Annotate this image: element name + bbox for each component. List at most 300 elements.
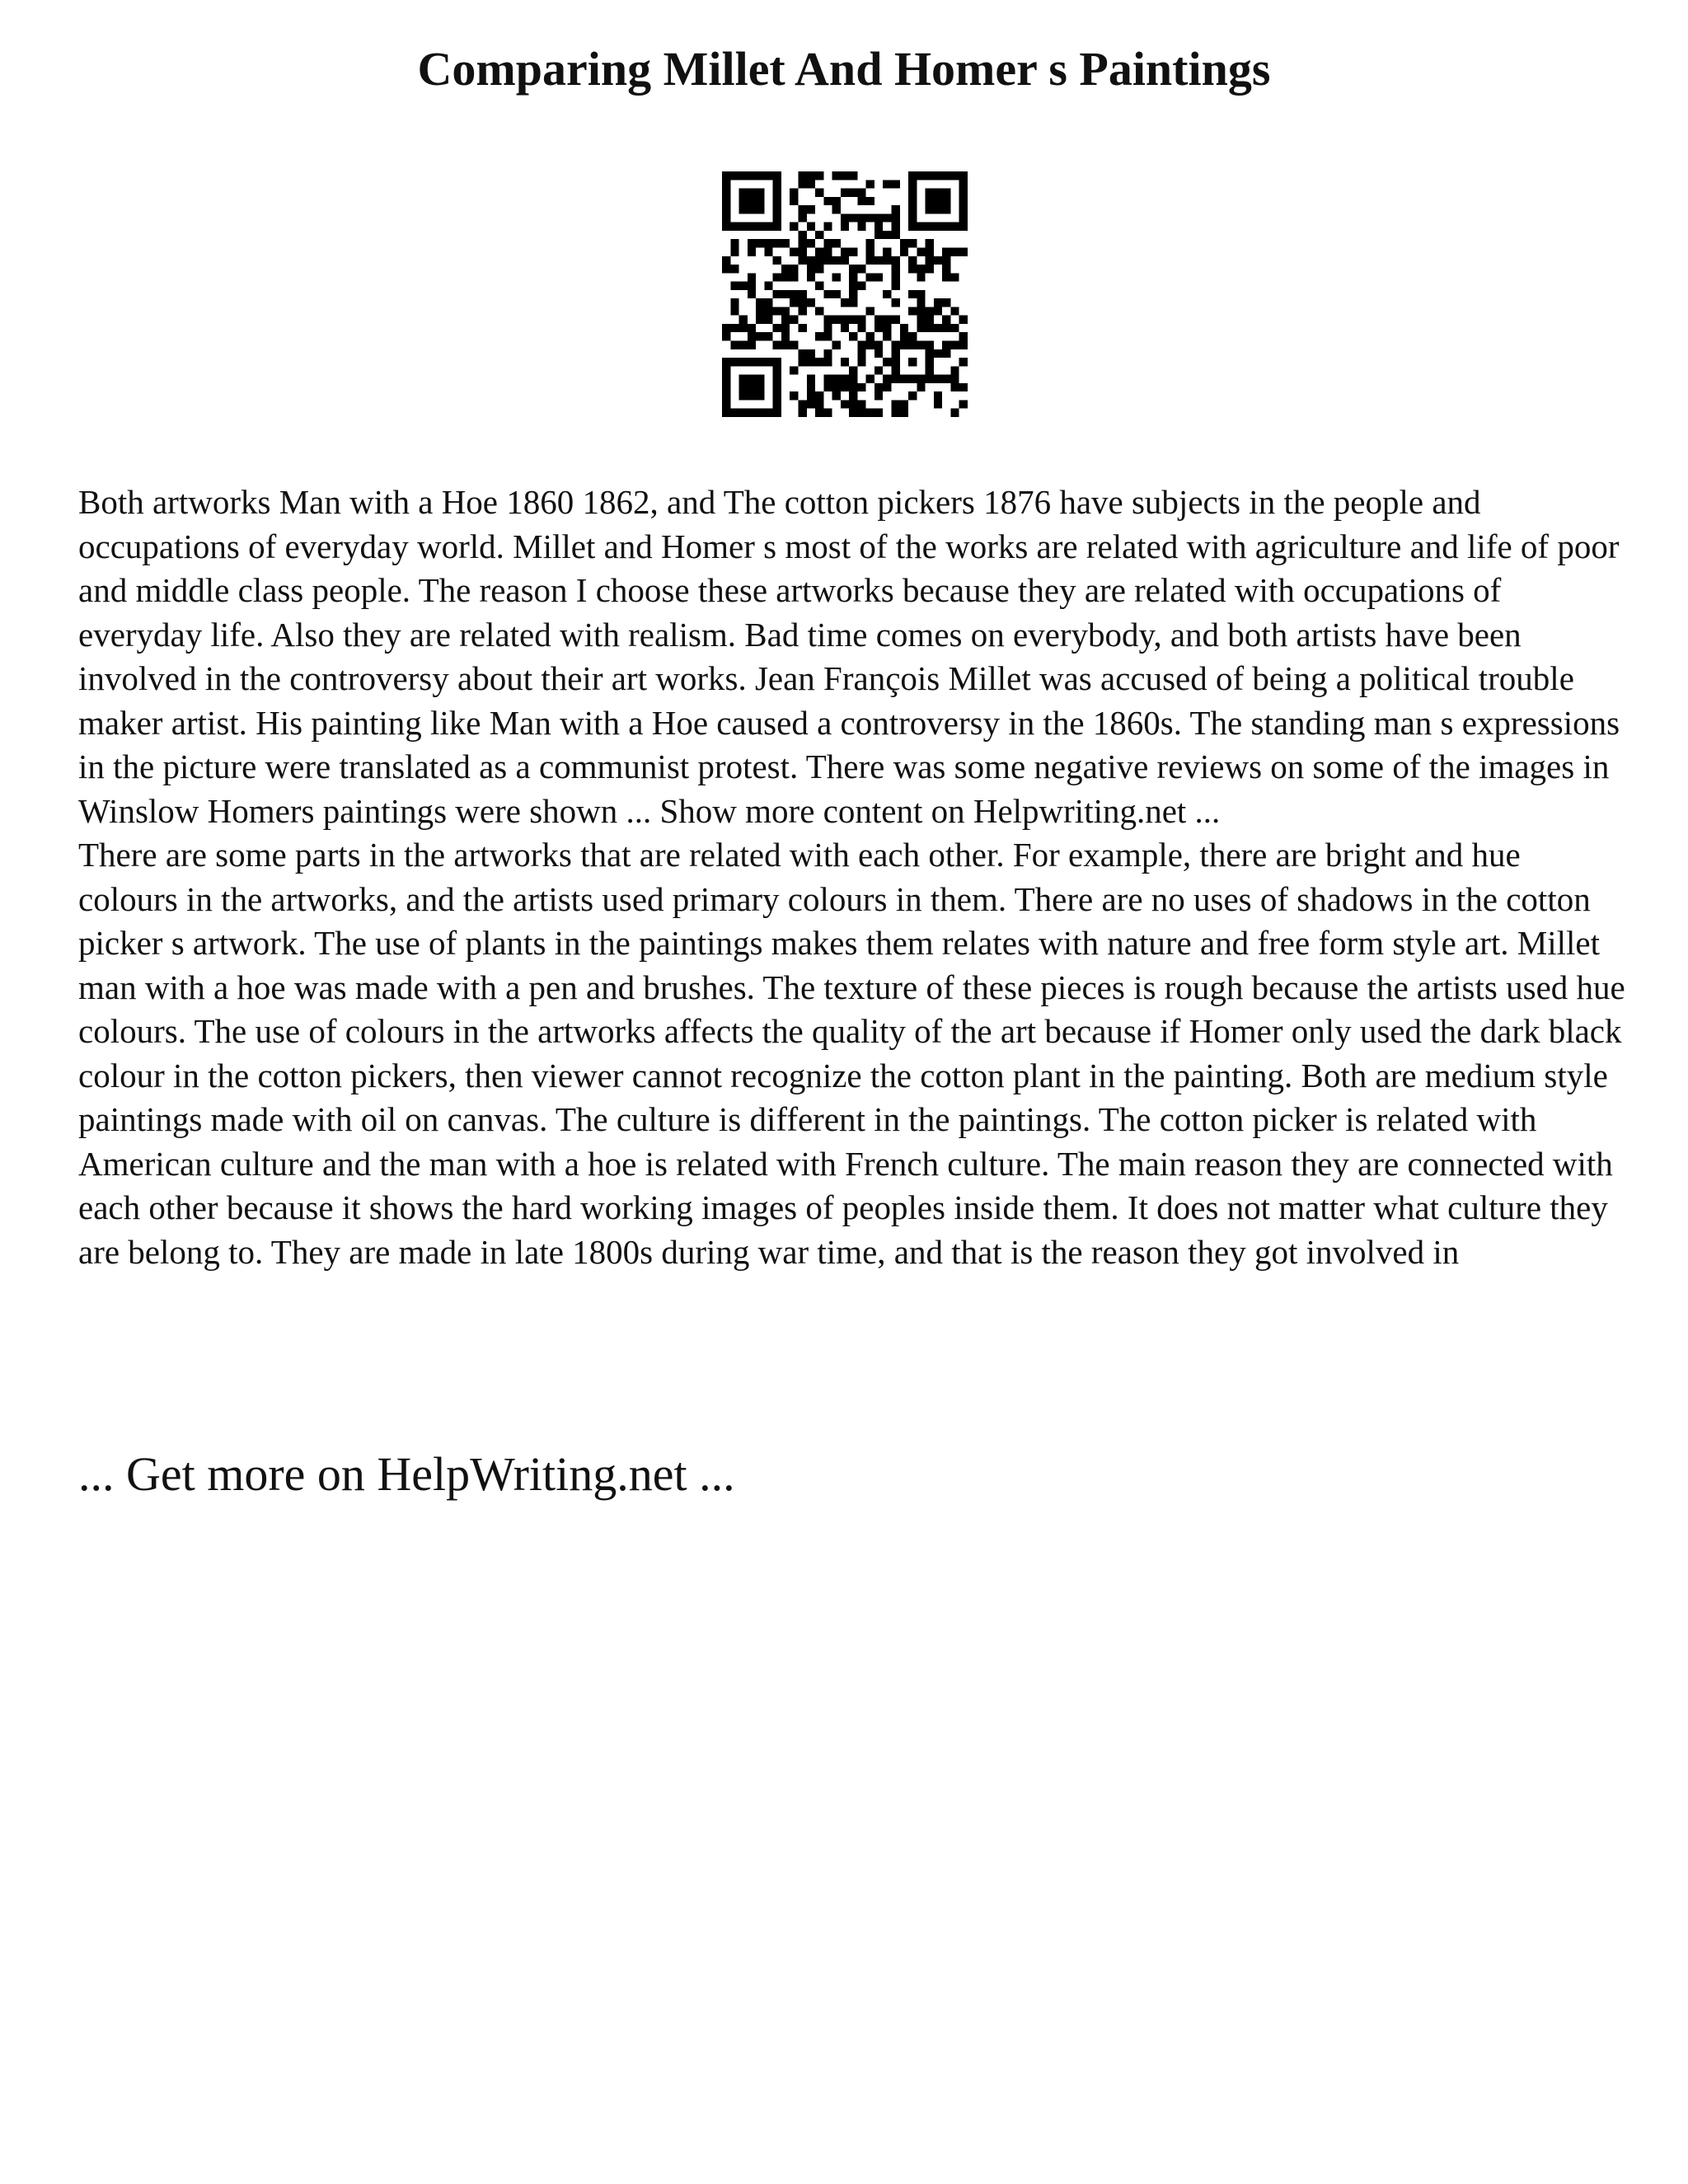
qr-module bbox=[892, 282, 900, 290]
qr-module bbox=[908, 307, 917, 315]
qr-module bbox=[892, 256, 900, 265]
qr-module bbox=[730, 298, 738, 307]
qr-module bbox=[773, 307, 781, 315]
qr-module bbox=[857, 400, 865, 408]
qr-module bbox=[807, 256, 815, 265]
qr-module bbox=[917, 273, 925, 281]
qr-module bbox=[926, 349, 934, 358]
qr-module bbox=[917, 307, 925, 315]
qr-module bbox=[781, 265, 790, 273]
qr-module bbox=[790, 247, 798, 255]
qr-module bbox=[781, 332, 790, 340]
qr-module bbox=[857, 189, 865, 197]
qr-module bbox=[883, 180, 891, 188]
qr-module bbox=[823, 239, 832, 247]
qr-module bbox=[866, 239, 874, 247]
qr-module bbox=[748, 223, 756, 231]
qr-module bbox=[942, 273, 950, 281]
qr-module bbox=[883, 231, 891, 239]
qr-module bbox=[798, 247, 806, 255]
qr-module bbox=[841, 324, 849, 332]
qr-module bbox=[722, 324, 730, 332]
qr-module bbox=[807, 298, 815, 307]
qr-module bbox=[832, 316, 841, 324]
qr-module bbox=[959, 171, 968, 180]
qr-module bbox=[773, 189, 781, 197]
qr-module bbox=[959, 213, 968, 222]
qr-module bbox=[950, 247, 959, 255]
qr-module bbox=[934, 400, 942, 408]
qr-module bbox=[748, 332, 756, 340]
qr-module bbox=[917, 171, 925, 180]
qr-module bbox=[883, 332, 891, 340]
body-paragraph-2: There are some parts in the artworks that are related with each other. For example, there are bright and hue colours in the artworks, and the artists used primary colours in them. There are no uses of shadows in the cotton picker s artwork. The use of plants in the paintings makes them relates with nature and free form style art. Millet man with a hoe was made with a pen and brushes. The texture of these pieces is rough because the artists used hue colours. The use of colours in the artworks affects the quality of the art because if Homer only used the dark black colour in the cotton pickers, then viewer cannot recognize the cotton plant in the painting. Both are medium style paintings made with oil on canvas. The culture is different in the paintings. The cotton picker is related with American culture and the man with a hoe is related with French culture. The main reason they are connected with each other because it shows the hard working images of peoples inside them. It does not matter what culture they are belong to. They are made in late 1800s during war time, and that is the reason they got involved in bbox=[78, 836, 1625, 1271]
qr-module bbox=[866, 409, 874, 417]
qr-module bbox=[950, 324, 959, 332]
qr-module bbox=[849, 383, 857, 391]
document-body bbox=[78, 480, 1628, 1274]
qr-module bbox=[781, 273, 790, 281]
qr-module bbox=[739, 205, 748, 213]
qr-module bbox=[815, 265, 823, 273]
qr-module bbox=[748, 189, 756, 197]
qr-module bbox=[874, 409, 883, 417]
qr-module bbox=[908, 290, 917, 298]
qr-module bbox=[773, 213, 781, 222]
qr-module bbox=[730, 324, 738, 332]
qr-module bbox=[722, 197, 730, 205]
qr-module bbox=[722, 189, 730, 197]
qr-module bbox=[730, 265, 738, 273]
qr-module bbox=[908, 341, 917, 349]
qr-module bbox=[730, 409, 738, 417]
qr-module bbox=[866, 256, 874, 265]
qr-module bbox=[883, 213, 891, 222]
qr-module bbox=[934, 205, 942, 213]
qr-module bbox=[756, 332, 764, 340]
qr-module bbox=[722, 180, 730, 188]
qr-module bbox=[926, 366, 934, 374]
qr-module bbox=[942, 265, 950, 273]
qr-module bbox=[866, 332, 874, 340]
body-paragraph-1: Both artworks Man with a Hoe 1860 1862, and The cotton pickers 1876 have subjects in the people and occupations of everyday world. Millet and Homer s most of the works are related with agriculture and life of poor and middle class people. The reason I choose these artworks because they are related with occupations of everyday life. Also they are related with realism. Bad time comes on everybody, and both artists have been involved in the controversy about their art works. Jean François Millet was accused of being a political trouble maker artist. His painting like Man with a Hoe caused a controversy in the 1860s. The standing man s expressions in the picture were translated as a communist protest. There was some negative reviews on some of the images in Winslow Homers paintings were shown ... Show more content on Helpwriting.net ... bbox=[78, 483, 1620, 830]
qr-module bbox=[773, 366, 781, 374]
qr-module bbox=[739, 171, 748, 180]
qr-module bbox=[764, 171, 772, 180]
qr-module bbox=[959, 205, 968, 213]
qr-module bbox=[764, 332, 772, 340]
qr-module bbox=[892, 213, 900, 222]
qr-module bbox=[959, 341, 968, 349]
qr-module bbox=[773, 273, 781, 281]
qr-module bbox=[892, 375, 900, 383]
qr-module bbox=[866, 307, 874, 315]
qr-module bbox=[883, 358, 891, 366]
qr-module bbox=[942, 298, 950, 307]
qr-module bbox=[874, 316, 883, 324]
qr-module bbox=[798, 205, 806, 213]
qr-module bbox=[874, 391, 883, 400]
qr-module bbox=[748, 409, 756, 417]
qr-module bbox=[942, 247, 950, 255]
qr-module bbox=[764, 298, 772, 307]
qr-module bbox=[773, 375, 781, 383]
qr-module bbox=[739, 282, 748, 290]
qr-module bbox=[849, 375, 857, 383]
qr-module bbox=[756, 189, 764, 197]
get-more-link[interactable]: ... Get more on HelpWriting.net ... bbox=[78, 1447, 735, 1501]
qr-module bbox=[926, 307, 934, 315]
qr-module bbox=[756, 171, 764, 180]
qr-module bbox=[857, 282, 865, 290]
qr-module bbox=[926, 358, 934, 366]
qr-module bbox=[807, 205, 815, 213]
qr-module bbox=[892, 223, 900, 231]
qr-module bbox=[841, 171, 849, 180]
qr-module bbox=[841, 316, 849, 324]
qr-module bbox=[866, 213, 874, 222]
qr-module bbox=[823, 409, 832, 417]
qr-module bbox=[815, 171, 823, 180]
qr-module bbox=[841, 298, 849, 307]
qr-module bbox=[866, 180, 874, 188]
qr-module bbox=[866, 375, 874, 383]
qr-module bbox=[959, 358, 968, 366]
qr-module bbox=[959, 223, 968, 231]
qr-module bbox=[756, 239, 764, 247]
qr-module bbox=[908, 189, 917, 197]
qr-module bbox=[934, 189, 942, 197]
qr-module bbox=[781, 239, 790, 247]
qr-module bbox=[815, 409, 823, 417]
qr-module bbox=[815, 256, 823, 265]
qr-module bbox=[773, 391, 781, 400]
qr-module bbox=[764, 247, 772, 255]
qr-module bbox=[942, 341, 950, 349]
qr-module bbox=[764, 358, 772, 366]
qr-module bbox=[908, 332, 917, 340]
qr-module bbox=[748, 341, 756, 349]
qr-module bbox=[942, 223, 950, 231]
qr-module bbox=[841, 223, 849, 231]
qr-module bbox=[841, 213, 849, 222]
qr-module bbox=[764, 239, 772, 247]
qr-module bbox=[959, 197, 968, 205]
qr-module bbox=[823, 358, 832, 366]
qr-module bbox=[950, 307, 959, 315]
qr-module bbox=[756, 383, 764, 391]
qr-module bbox=[807, 349, 815, 358]
qr-module bbox=[892, 205, 900, 213]
qr-module bbox=[892, 341, 900, 349]
qr-module bbox=[807, 358, 815, 366]
qr-module bbox=[798, 290, 806, 298]
qr-module bbox=[959, 383, 968, 391]
qr-module bbox=[849, 171, 857, 180]
qr-module bbox=[798, 180, 806, 188]
qr-module bbox=[730, 171, 738, 180]
qr-module bbox=[807, 239, 815, 247]
qr-module bbox=[807, 391, 815, 400]
document-title: Comparing Millet And Homer s Paintings bbox=[417, 42, 1271, 96]
qr-module bbox=[815, 391, 823, 400]
qr-module bbox=[926, 189, 934, 197]
qr-module bbox=[790, 265, 798, 273]
qr-module bbox=[942, 189, 950, 197]
qr-module bbox=[883, 290, 891, 298]
qr-module bbox=[934, 171, 942, 180]
qr-module bbox=[815, 358, 823, 366]
qr-module bbox=[773, 197, 781, 205]
qr-module bbox=[892, 349, 900, 358]
qr-module bbox=[900, 332, 908, 340]
qr-module bbox=[942, 375, 950, 383]
qr-module bbox=[908, 239, 917, 247]
qr-module bbox=[849, 316, 857, 324]
qr-module bbox=[823, 316, 832, 324]
qr-module bbox=[908, 358, 917, 366]
qr-module bbox=[832, 391, 841, 400]
qr-module bbox=[849, 391, 857, 400]
qr-module bbox=[849, 265, 857, 273]
qr-module bbox=[917, 375, 925, 383]
qr-module bbox=[841, 375, 849, 383]
qr-module bbox=[722, 171, 730, 180]
qr-module bbox=[892, 298, 900, 307]
qr-module bbox=[934, 298, 942, 307]
qr-module bbox=[883, 324, 891, 332]
qr-module bbox=[773, 256, 781, 265]
qr-module bbox=[841, 256, 849, 265]
qr-module bbox=[798, 324, 806, 332]
qr-module bbox=[790, 298, 798, 307]
qr-module bbox=[926, 197, 934, 205]
qr-module bbox=[807, 265, 815, 273]
qr-module bbox=[722, 332, 730, 340]
qr-module bbox=[917, 383, 925, 391]
qr-module bbox=[722, 256, 730, 265]
qr-module bbox=[874, 231, 883, 239]
qr-module bbox=[866, 341, 874, 349]
qr-module bbox=[883, 256, 891, 265]
qr-module bbox=[773, 171, 781, 180]
qr-module bbox=[773, 409, 781, 417]
qr-module bbox=[917, 290, 925, 298]
qr-module bbox=[908, 391, 917, 400]
qr-module bbox=[866, 247, 874, 255]
qr-module bbox=[815, 231, 823, 239]
qr-module bbox=[773, 383, 781, 391]
qr-module bbox=[815, 189, 823, 197]
qr-module bbox=[807, 223, 815, 231]
qr-module bbox=[823, 332, 832, 340]
qr-module bbox=[722, 213, 730, 222]
qr-module bbox=[798, 358, 806, 366]
qr-module bbox=[917, 316, 925, 324]
qr-module bbox=[917, 341, 925, 349]
qr-module bbox=[790, 223, 798, 231]
qr-module bbox=[950, 341, 959, 349]
qr-module bbox=[739, 324, 748, 332]
qr-module bbox=[748, 324, 756, 332]
qr-module bbox=[908, 180, 917, 188]
qr-module bbox=[739, 375, 748, 383]
qr-module bbox=[722, 391, 730, 400]
qr-module bbox=[908, 197, 917, 205]
qr-code-icon bbox=[722, 171, 968, 417]
qr-module bbox=[866, 273, 874, 281]
qr-module bbox=[748, 391, 756, 400]
qr-module bbox=[748, 239, 756, 247]
qr-module bbox=[926, 247, 934, 255]
qr-module bbox=[773, 400, 781, 408]
qr-module bbox=[892, 400, 900, 408]
qr-module bbox=[832, 205, 841, 213]
qr-module bbox=[798, 239, 806, 247]
qr-module bbox=[823, 256, 832, 265]
qr-module bbox=[841, 247, 849, 255]
qr-module bbox=[900, 247, 908, 255]
qr-module bbox=[832, 341, 841, 349]
qr-module bbox=[926, 223, 934, 231]
qr-module bbox=[841, 189, 849, 197]
qr-module bbox=[841, 383, 849, 391]
qr-module bbox=[908, 205, 917, 213]
qr-module bbox=[790, 316, 798, 324]
qr-module bbox=[857, 265, 865, 273]
qr-module bbox=[739, 391, 748, 400]
qr-module bbox=[849, 213, 857, 222]
qr-module bbox=[832, 256, 841, 265]
qr-module bbox=[942, 171, 950, 180]
qr-module bbox=[815, 247, 823, 255]
qr-module bbox=[917, 247, 925, 255]
qr-module bbox=[823, 349, 832, 358]
qr-module bbox=[832, 171, 841, 180]
qr-module bbox=[798, 349, 806, 358]
qr-module bbox=[722, 375, 730, 383]
qr-module bbox=[857, 358, 865, 366]
qr-module bbox=[756, 316, 764, 324]
qr-module bbox=[942, 349, 950, 358]
qr-module bbox=[790, 197, 798, 205]
qr-module bbox=[739, 189, 748, 197]
qr-module bbox=[798, 409, 806, 417]
qr-module bbox=[959, 316, 968, 324]
qr-module bbox=[908, 375, 917, 383]
qr-module bbox=[790, 341, 798, 349]
qr-module bbox=[748, 171, 756, 180]
qr-module bbox=[908, 171, 917, 180]
qr-module bbox=[900, 409, 908, 417]
qr-module bbox=[764, 316, 772, 324]
qr-module bbox=[748, 290, 756, 298]
qr-module bbox=[722, 265, 730, 273]
qr-module bbox=[934, 324, 942, 332]
qr-module bbox=[849, 189, 857, 197]
qr-module bbox=[730, 247, 738, 255]
qr-module bbox=[739, 223, 748, 231]
qr-module bbox=[815, 307, 823, 315]
qr-module bbox=[764, 223, 772, 231]
qr-module bbox=[841, 358, 849, 366]
qr-module bbox=[857, 324, 865, 332]
qr-module bbox=[722, 383, 730, 391]
qr-module bbox=[849, 282, 857, 290]
qr-module bbox=[892, 316, 900, 324]
qr-module bbox=[874, 341, 883, 349]
qr-module bbox=[823, 383, 832, 391]
qr-module bbox=[926, 324, 934, 332]
qr-module bbox=[926, 239, 934, 247]
qr-module bbox=[730, 341, 738, 349]
qr-module bbox=[807, 180, 815, 188]
qr-module bbox=[773, 239, 781, 247]
qr-module bbox=[756, 197, 764, 205]
qr-module bbox=[917, 265, 925, 273]
qr-module bbox=[857, 383, 865, 391]
qr-module bbox=[790, 273, 798, 281]
qr-module bbox=[942, 256, 950, 265]
qr-module bbox=[857, 409, 865, 417]
qr-module bbox=[908, 213, 917, 222]
qr-module bbox=[926, 341, 934, 349]
qr-module bbox=[942, 197, 950, 205]
qr-module bbox=[823, 223, 832, 231]
qr-module bbox=[841, 400, 849, 408]
qr-module bbox=[722, 409, 730, 417]
qr-module bbox=[959, 247, 968, 255]
qr-module bbox=[807, 171, 815, 180]
qr-module bbox=[722, 366, 730, 374]
qr-module bbox=[908, 256, 917, 265]
qr-module bbox=[756, 358, 764, 366]
qr-module bbox=[739, 197, 748, 205]
qr-module bbox=[934, 197, 942, 205]
qr-module bbox=[959, 400, 968, 408]
qr-module bbox=[908, 223, 917, 231]
qr-module bbox=[942, 316, 950, 324]
qr-module bbox=[722, 358, 730, 366]
qr-module bbox=[823, 375, 832, 383]
qr-module bbox=[807, 273, 815, 281]
qr-module bbox=[917, 298, 925, 307]
qr-module bbox=[926, 316, 934, 324]
qr-module bbox=[874, 383, 883, 391]
qr-module bbox=[926, 205, 934, 213]
qr-module bbox=[849, 366, 857, 374]
qr-module bbox=[832, 239, 841, 247]
qr-module bbox=[790, 290, 798, 298]
qr-module bbox=[773, 223, 781, 231]
qr-module bbox=[950, 223, 959, 231]
qr-module bbox=[874, 256, 883, 265]
qr-module bbox=[798, 256, 806, 265]
qr-module bbox=[934, 375, 942, 383]
qr-module bbox=[832, 383, 841, 391]
qr-module bbox=[739, 383, 748, 391]
qr-module bbox=[790, 391, 798, 400]
qr-module bbox=[773, 358, 781, 366]
qr-module bbox=[917, 324, 925, 332]
qr-module bbox=[781, 307, 790, 315]
qr-module bbox=[773, 290, 781, 298]
qr-module bbox=[748, 205, 756, 213]
qr-module bbox=[849, 332, 857, 340]
qr-module bbox=[950, 375, 959, 383]
qr-module bbox=[798, 298, 806, 307]
qr-module bbox=[773, 341, 781, 349]
